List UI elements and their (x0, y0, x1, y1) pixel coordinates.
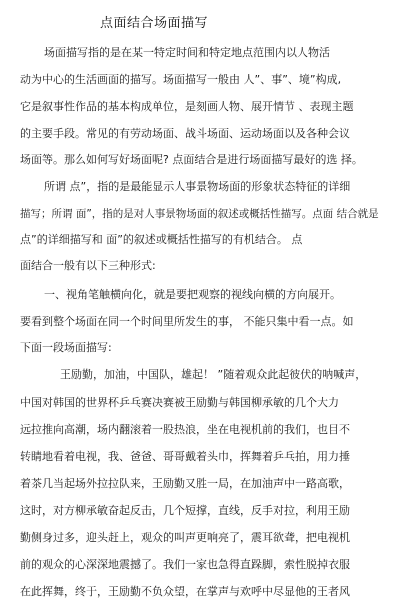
text-line: 一、视角笔触横向化，就是要把观察的视线向横的方向展开。 (44, 288, 341, 301)
text-line: 所谓 点”，指的是最能显示人事景物场面的形象状态特征的详细 (44, 180, 351, 193)
text-line: 转睛地看着电视，我、爸爸、哥哥戴着头巾，挥舞着乒乓拍，用力捶 (20, 450, 350, 463)
text-line: 要看到整个场面在同一个时间里所发生的事， 不能只集中看一点。如 (20, 315, 354, 328)
text-line: 中国对韩国的世界杯乒乓赛决赛被王励勤与韩国柳承敏的几个大力 (20, 396, 339, 409)
text-line: 点”的详细描写和 面”的叙述或概括性描写的有机结合。 点 (20, 233, 303, 246)
text-line: 的主要手段。常见的有劳动场面、战斗场面、运动场面以及各种会议 (20, 127, 350, 140)
text-line: 它是叙事性作品的基本构成单位，是刻画人物、展开情节 、表现主题 (20, 100, 354, 113)
text-line: 王励勤，加油，中国队，雄起！ ”随着观众此起彼伏的呐喊声， (60, 368, 367, 381)
text-line: 前的观众的心深深地震撼了。我们一家也急得直跺脚，索性脱掉衣服 (20, 558, 350, 571)
text-line: 面结合一般有以下三种形式: (20, 259, 156, 272)
document-title: 点面结合场面描写 (100, 16, 209, 31)
text-line: 着茶几当起场外拉拉队来，王励勤又胜一局，在加油声中一路高歌， (20, 477, 350, 490)
text-line: 场面等。那么如何写好场面呢? 点面结合是进行场面描写最好的选 择。 (20, 153, 363, 166)
text-line: 在此挥舞，终于，王励勤不负众望，在掌声与欢呼中尽显他的王者风 (20, 585, 350, 598)
text-line: 动为中心的生活画面的描写。场面描写一般由 人”、事”、境”构成, (20, 73, 342, 86)
text-line: 这时，对方柳承敏奋起反击，几个短撑，直线，反手对拉，利用王励 (20, 504, 350, 517)
text-line: 勤侧身过多，迎头赶上，观众的叫声更响亮了，震耳欲聋，把电视机 (20, 531, 350, 544)
text-line: 下面一段场面描写: (20, 341, 112, 354)
text-line: 场面描写指的是在某一特定时间和特定地点范围内以人物活 (44, 46, 330, 59)
text-line: 描写；所谓 面”，指的是对人事景物场面的叙述或概括性描写。点面 结合就是 (20, 208, 379, 220)
text-line: 远拉推向高潮，场内翻滚着一股热浪，坐在电视机前的我们，也目不 (20, 423, 350, 436)
